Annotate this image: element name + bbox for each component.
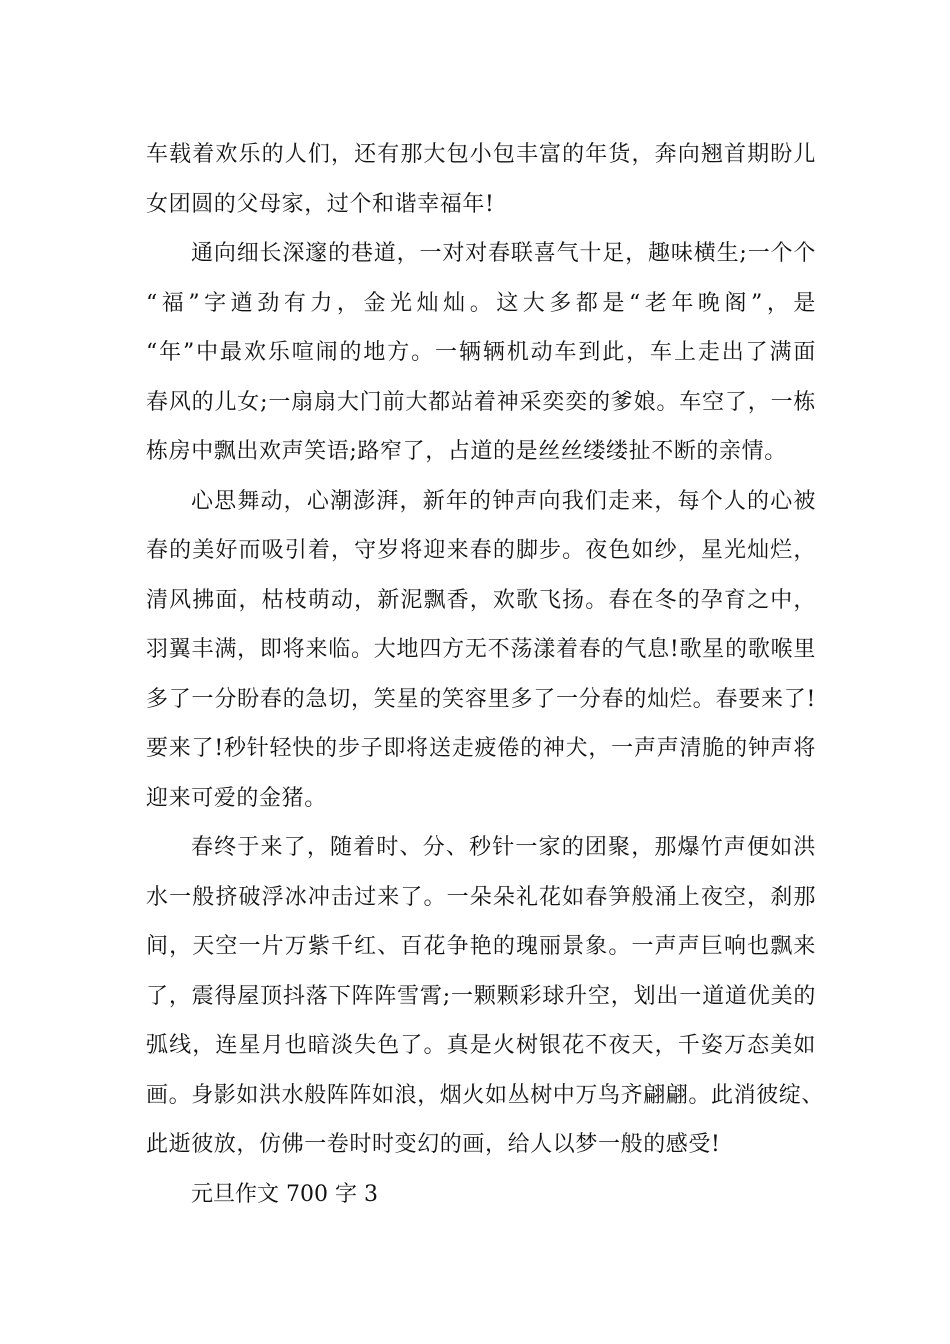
paragraph-line: 弧线，连星月也暗淡失色了。真是火树银花不夜天，千姿万态美如 — [146, 1033, 816, 1058]
document-body — [146, 130, 825, 1219]
section-heading: 元旦作文 700 字 3 — [191, 1181, 378, 1207]
paragraph-line: 羽翼丰满，即将来临。大地四方无不荡漾着春的气息!歌星的歌喉里 — [146, 637, 816, 662]
paragraph-line: 栋房中飘出欢声笑语;路窄了，占道的是丝丝缕缕扯不断的亲情。 — [146, 439, 787, 464]
paragraph-line: 此逝彼放，仿佛一卷时时变幻的画，给人以梦一般的感受! — [146, 1132, 721, 1157]
paragraph-line: 通向细长深邃的巷道，一对对春联喜气十足，趣味横生;一个个 — [191, 241, 816, 266]
paragraph-line: 画。身影如洪水般阵阵如浪，烟火如丛树中万鸟齐翩翩。此消彼绽、 — [146, 1082, 825, 1108]
paragraph-line: 了，震得屋顶抖落下阵阵雪霄;一颗颗彩球升空，划出一道道优美的 — [146, 983, 816, 1009]
paragraph-line: 要来了!秒针轻快的步子即将送走疲倦的神犬，一声声清脆的钟声将 — [146, 736, 816, 761]
paragraph-line: “年”中最欢乐喧闹的地方。一辆辆机动车到此，车上走出了满面 — [146, 340, 816, 365]
paragraph-line: 水一般挤破浮冰冲击过来了。一朵朵礼花如春笋般涌上夜空，刹那 — [146, 884, 816, 910]
paragraph-line: 多了一分盼春的急切，笑星的笑容里多了一分春的灿烂。春要来了! — [146, 686, 816, 712]
paragraph-line: 春的美好而吸引着，守岁将迎来春的脚步。夜色如纱，星光灿烂， — [146, 538, 816, 563]
paragraph-line: 清风拂面，枯枝萌动，新泥飘香，欢歌飞扬。春在冬的孕育之中， — [146, 587, 816, 613]
paragraph-line: 女团圆的父母家，过个和谐幸福年! — [146, 191, 495, 217]
paragraph-line: 心思舞动，心潮澎湃，新年的钟声向我们走来，每个人的心被 — [191, 488, 816, 514]
paragraph-line: 间，天空一片万紫千红、百花争艳的瑰丽景象。一声声巨响也飘来 — [146, 934, 816, 959]
paragraph-line: 车载着欢乐的人们，还有那大包小包丰富的年货，奔向翘首期盼儿 — [146, 142, 816, 167]
paragraph-line: 迎来可爱的金猪。 — [146, 785, 327, 811]
paragraph-line: “福”字遒劲有力，金光灿灿。这大多都是“老年晚阁”，是 — [146, 290, 816, 316]
paragraph-line: 春风的儿女;一扇扇大门前大都站着神采奕奕的爹娘。车空了，一栋 — [146, 389, 816, 415]
paragraph-line: 春终于来了，随着时、分、秒针一家的团聚，那爆竹声便如洪 — [191, 835, 816, 860]
